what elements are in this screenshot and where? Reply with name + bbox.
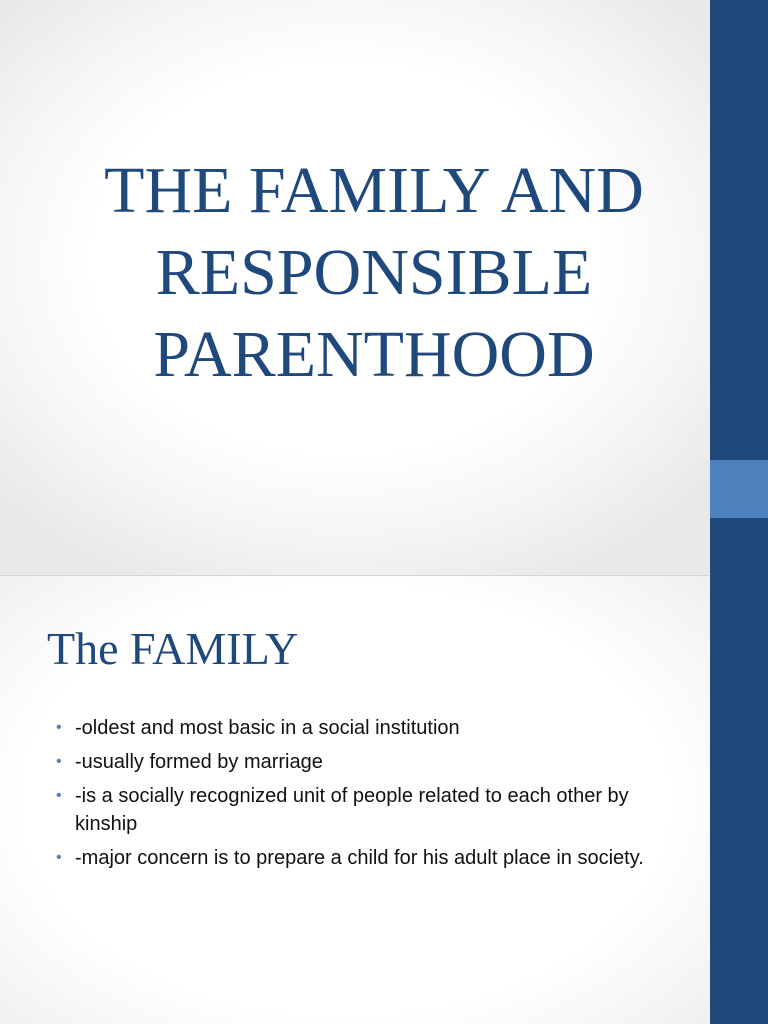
bullet-icon: • <box>56 849 62 866</box>
bullet-text: -is a socially recognized unit of people related to each other by kinship <box>75 785 629 835</box>
bullet-icon: • <box>56 719 62 736</box>
bullet-text: -usually formed by marriage <box>75 751 323 773</box>
bullet-text: -major concern is to prepare a child for his adult place in society. <box>75 847 644 869</box>
title-line-2: RESPONSIBLE <box>155 236 593 309</box>
bullet-icon: • <box>56 753 62 770</box>
slide-title-text <box>0 150 748 396</box>
list-item <box>56 782 686 838</box>
list-item <box>56 714 686 742</box>
bullet-text: -oldest and most basic in a social institution <box>75 717 460 739</box>
title-line-3: PARENTHOOD <box>153 318 595 391</box>
slide-content <box>0 576 768 1024</box>
section-heading: The FAMILY <box>47 623 299 674</box>
side-accent-block <box>710 460 768 518</box>
bullet-icon: • <box>56 787 62 804</box>
list-item <box>56 844 686 872</box>
list-item <box>56 748 686 776</box>
bullet-list <box>56 714 686 878</box>
title-line-1: THE FAMILY AND <box>104 154 644 227</box>
